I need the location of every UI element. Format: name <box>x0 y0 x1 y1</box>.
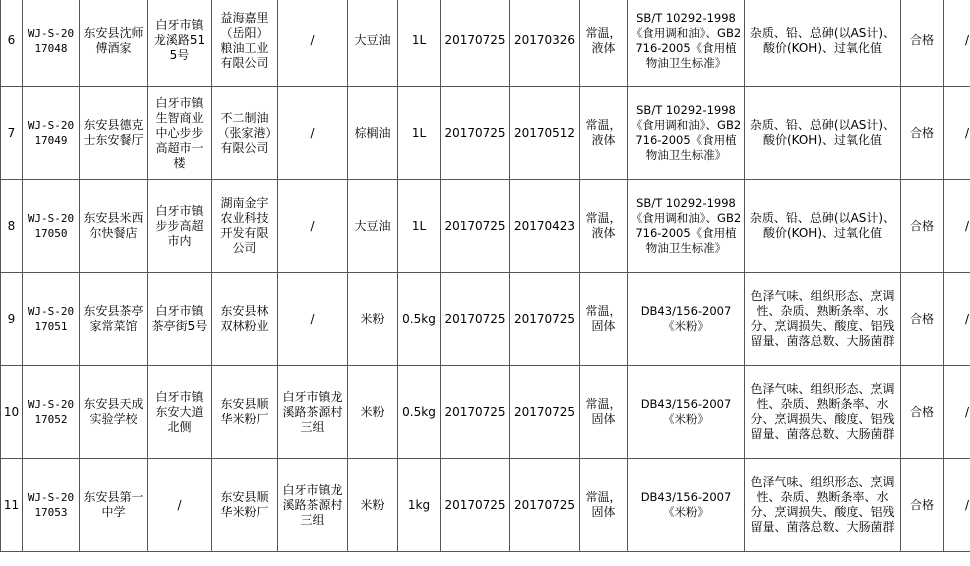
standard: SB/T 10292-1998《食用调和油》、GB2716-2005《食用植物油卫生标准》 <box>628 0 745 87</box>
standard: DB43/156-2007《米粉》 <box>628 459 745 552</box>
producer-address: / <box>278 87 348 180</box>
sample-id: WJ-S-2017049 <box>23 87 80 180</box>
table-row <box>1 180 970 273</box>
standard: DB43/156-2007《米粉》 <box>628 273 745 366</box>
production-date: 20170326 <box>510 0 580 87</box>
row-number: 10 <box>1 366 23 459</box>
producer-address: / <box>278 0 348 87</box>
inspected-unit: 东安县第一中学 <box>80 459 148 552</box>
sampling-date: 20170725 <box>441 87 510 180</box>
producer-address: / <box>278 180 348 273</box>
storage-condition: 常温，固体 <box>580 459 628 552</box>
test-items: 色泽气味、组织形态、烹调性、杂质、熟断条率、水分、烹调损失、酸度、铝残留量、菌落总数、大肠菌群 <box>745 459 901 552</box>
result: 合格 <box>901 366 944 459</box>
unit-address: / <box>148 459 212 552</box>
storage-condition: 常温，液体 <box>580 0 628 87</box>
standard: SB/T 10292-1998《食用调和油》、GB2716-2005《食用植物油卫生标准》 <box>628 87 745 180</box>
sample-name: 米粉 <box>348 459 398 552</box>
result: 合格 <box>901 273 944 366</box>
remark: / <box>944 0 970 87</box>
row-number: 8 <box>1 180 23 273</box>
production-date: 20170725 <box>510 366 580 459</box>
result: 合格 <box>901 87 944 180</box>
producer: 东安县顺华米粉厂 <box>212 459 278 552</box>
producer: 湖南金宇农业科技开发有限公司 <box>212 180 278 273</box>
remark: / <box>944 273 970 366</box>
producer: 益海嘉里（岳阳）粮油工业有限公司 <box>212 0 278 87</box>
unit-address: 白牙市镇东安大道北侧 <box>148 366 212 459</box>
sample-name: 棕榈油 <box>348 87 398 180</box>
unit-address: 白牙市镇茶亭街5号 <box>148 273 212 366</box>
inspected-unit: 东安县德克士东安餐厅 <box>80 87 148 180</box>
standard: SB/T 10292-1998《食用调和油》、GB2716-2005《食用植物油卫生标准》 <box>628 180 745 273</box>
inspected-unit: 东安县茶亭家常菜馆 <box>80 273 148 366</box>
sample-id: WJ-S-2017052 <box>23 366 80 459</box>
production-date: 20170725 <box>510 459 580 552</box>
table-row <box>1 87 970 180</box>
storage-condition: 常温，液体 <box>580 87 628 180</box>
table-body <box>1 0 970 552</box>
producer: 东安县顺华米粉厂 <box>212 366 278 459</box>
table-row <box>1 459 970 552</box>
result: 合格 <box>901 459 944 552</box>
row-number: 7 <box>1 87 23 180</box>
row-number: 9 <box>1 273 23 366</box>
table-row <box>1 366 970 459</box>
production-date: 20170512 <box>510 87 580 180</box>
remark: / <box>944 366 970 459</box>
spec: 0.5kg <box>398 366 441 459</box>
unit-address: 白牙市镇龙溪路515号 <box>148 0 212 87</box>
producer-address: 白牙市镇龙溪路茶源村三组 <box>278 366 348 459</box>
sampling-date: 20170725 <box>441 366 510 459</box>
sample-name: 大豆油 <box>348 0 398 87</box>
production-date: 20170725 <box>510 273 580 366</box>
storage-condition: 常温，液体 <box>580 180 628 273</box>
sample-name: 大豆油 <box>348 180 398 273</box>
remark: / <box>944 459 970 552</box>
result: 合格 <box>901 0 944 87</box>
producer-address: 白牙市镇龙溪路茶源村三组 <box>278 459 348 552</box>
inspected-unit: 东安县沈师傅酒家 <box>80 0 148 87</box>
inspected-unit: 东安县米西尔快餐店 <box>80 180 148 273</box>
spec: 0.5kg <box>398 273 441 366</box>
sample-id: WJ-S-2017050 <box>23 180 80 273</box>
remark: / <box>944 87 970 180</box>
test-items: 杂质、铅、总砷(以AS计)、酸价(KOH)、过氧化值 <box>745 87 901 180</box>
sampling-date: 20170725 <box>441 180 510 273</box>
row-number: 11 <box>1 459 23 552</box>
sample-id: WJ-S-2017048 <box>23 0 80 87</box>
test-items: 色泽气味、组织形态、烹调性、杂质、熟断条率、水分、烹调损失、酸度、铝残留量、菌落总数、大肠菌群 <box>745 273 901 366</box>
producer: 不二制油（张家港）有限公司 <box>212 87 278 180</box>
test-items: 色泽气味、组织形态、烹调性、杂质、熟断条率、水分、烹调损失、酸度、铝残留量、菌落总数、大肠菌群 <box>745 366 901 459</box>
table-row <box>1 273 970 366</box>
producer-address: / <box>278 273 348 366</box>
sampling-date: 20170725 <box>441 459 510 552</box>
inspected-unit: 东安县天成实验学校 <box>80 366 148 459</box>
storage-condition: 常温，固体 <box>580 273 628 366</box>
spec: 1L <box>398 180 441 273</box>
result: 合格 <box>901 180 944 273</box>
sampling-date: 20170725 <box>441 273 510 366</box>
sample-name: 米粉 <box>348 273 398 366</box>
sampling-date: 20170725 <box>441 0 510 87</box>
test-items: 杂质、铅、总砷(以AS计)、酸价(KOH)、过氧化值 <box>745 0 901 87</box>
row-number: 6 <box>1 0 23 87</box>
spec: 1kg <box>398 459 441 552</box>
remark: / <box>944 180 970 273</box>
standard: DB43/156-2007《米粉》 <box>628 366 745 459</box>
sample-id: WJ-S-2017053 <box>23 459 80 552</box>
spec: 1L <box>398 0 441 87</box>
producer: 东安县林双林粉业 <box>212 273 278 366</box>
unit-address: 白牙市镇步步高超市内 <box>148 180 212 273</box>
production-date: 20170423 <box>510 180 580 273</box>
test-items: 杂质、铅、总砷(以AS计)、酸价(KOH)、过氧化值 <box>745 180 901 273</box>
unit-address: 白牙市镇生智商业中心步步高超市一楼 <box>148 87 212 180</box>
spec: 1L <box>398 87 441 180</box>
storage-condition: 常温，固体 <box>580 366 628 459</box>
sample-name: 米粉 <box>348 366 398 459</box>
sample-id: WJ-S-2017051 <box>23 273 80 366</box>
table-row <box>1 0 970 87</box>
